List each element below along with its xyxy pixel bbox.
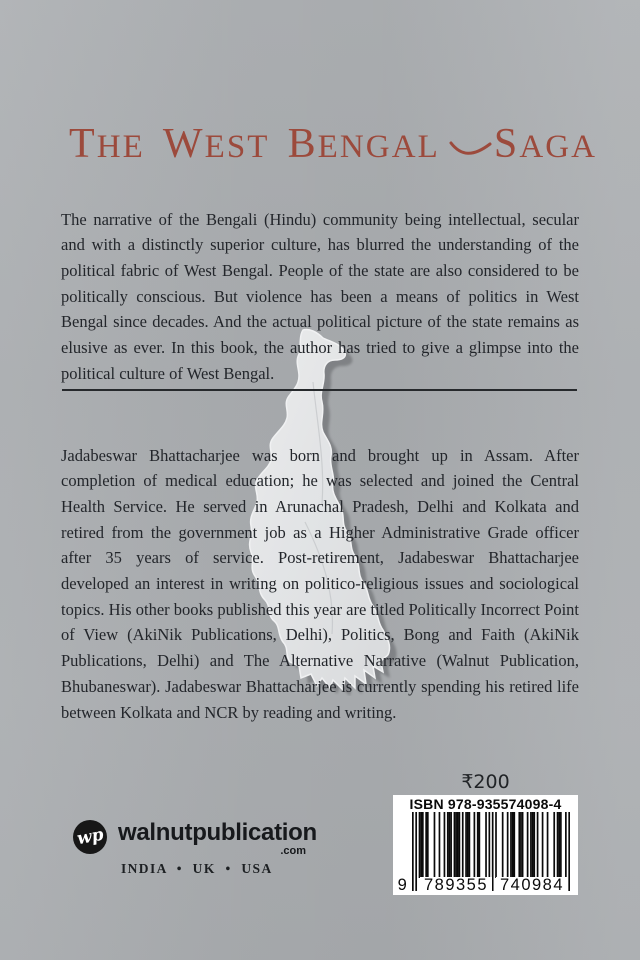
publisher-name: walnutpublication bbox=[118, 819, 317, 846]
title-word: SAGA bbox=[493, 121, 598, 167]
synopsis-paragraph: The narrative of the Bengali (Hindu) community being intellectual, secular and with a distinctly superior culture, has blurred the understanding of the political fabric of West Bengal. People of the state are also considered to be politically conscious. But violence has been a means of politics in West Bengal since decades. And the actual political picture of the state remains as elusive as ever. In this book, the author has tried to give a glimpse into the political culture of West Bengal. bbox=[61, 209, 579, 383]
publisher-regions: INDIA • UK • USA bbox=[121, 861, 273, 876]
author-bio-paragraph: Jadabeswar Bhattacharjee was born and brought up in Assam. After completion of medical education; he was selected and joined the Central Health Service. He served in Arunachal Pradesh, Delhi and Kolkata and retired from the government job as a Higher Administrative Grade officer after 35 years of service. Post-retirement, Jadabeswar Bhattacharjee developed an interest in writing on politico-religious issues and sociological topics. His other books published this year are titled Politically Incorrect Point of View (AkiNik Publications, Delhi), Politics, Bong and Faith (AkiNik Publications, Delhi) and The Alternative Narrative (Walnut Publication, Bhubaneswar). Jadabeswar Bhattacharjee is currently spending his retired life between Kolkata and NCR by reading and writing. bbox=[61, 445, 579, 722]
barcode-digits-left: 789355 bbox=[420, 877, 492, 894]
price-label: ₹200 bbox=[461, 771, 510, 793]
barcode-digit-first: 9 bbox=[397, 876, 409, 894]
title-word: WEST bbox=[162, 121, 270, 167]
publisher-domain: .com bbox=[280, 845, 306, 857]
title-swash-icon bbox=[449, 137, 493, 159]
title-word: THE bbox=[69, 121, 145, 167]
wp-monogram-icon bbox=[73, 820, 107, 854]
book-title bbox=[60, 118, 598, 173]
wp-monogram-letters: wp bbox=[75, 824, 105, 850]
title-word: BENGAL bbox=[287, 121, 440, 167]
barcode bbox=[393, 795, 578, 895]
isbn-label: ISBN 978-935574098-4 bbox=[409, 796, 562, 812]
barcode-digits-right: 740984 bbox=[496, 877, 568, 894]
section-divider bbox=[62, 389, 577, 391]
